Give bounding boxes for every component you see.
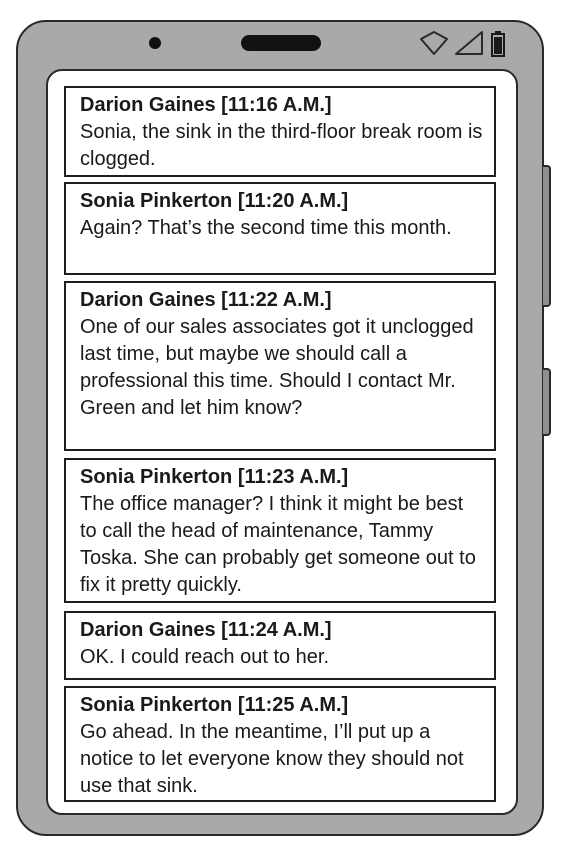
message-time: [11:16 A.M.] [221,94,332,116]
message-header [80,92,484,119]
wifi-icon [421,32,447,54]
message-text: Again? That’s the second time this month. [80,217,452,239]
chat-message [64,281,496,451]
message-header [80,464,484,491]
sender-name: Darion Gaines [80,619,216,641]
message-text: Go ahead. In the meantime, I’ll put up a notice to let everyone know they should not use that sink. [80,721,464,797]
message-header [80,287,484,314]
message-time: [11:20 A.M.] [237,190,349,212]
message-text: OK. I could reach out to her. [80,646,330,668]
chat-message [64,86,496,177]
message-header [80,617,484,644]
message-time: [11:23 A.M.] [237,466,349,488]
signal-icon [456,32,482,54]
chat-message [64,686,496,802]
message-header [80,692,484,719]
power-button[interactable] [543,368,551,436]
sender-name: Sonia Pinkerton [80,190,233,212]
sender-name: Sonia Pinkerton [80,694,233,716]
message-time: [11:22 A.M.] [221,289,332,311]
chat-screen[interactable] [46,69,518,815]
message-text: Sonia, the sink in the third-floor break room is clogged. [80,121,483,170]
message-text: The office manager? I think it might be best to call the head of maintenance, Tammy Toska. She can probably get someone out to fix it pretty quickly. [80,493,476,596]
camera-icon [149,37,161,49]
status-bar [418,28,518,60]
sender-name: Darion Gaines [80,94,216,116]
chat-message [64,611,496,680]
message-header [80,188,484,215]
message-text: One of our sales associates got it unclogged last time, but maybe we should call a professional this time. Should I contact Mr. Green and let him know? [80,316,474,419]
sender-name: Sonia Pinkerton [80,466,233,488]
message-time: [11:25 A.M.] [237,694,349,716]
chat-message [64,458,496,603]
volume-button[interactable] [543,165,551,307]
chat-message [64,182,496,275]
message-time: [11:24 A.M.] [221,619,332,641]
speaker-icon [241,35,321,51]
battery-icon [492,31,504,56]
sender-name: Darion Gaines [80,289,216,311]
